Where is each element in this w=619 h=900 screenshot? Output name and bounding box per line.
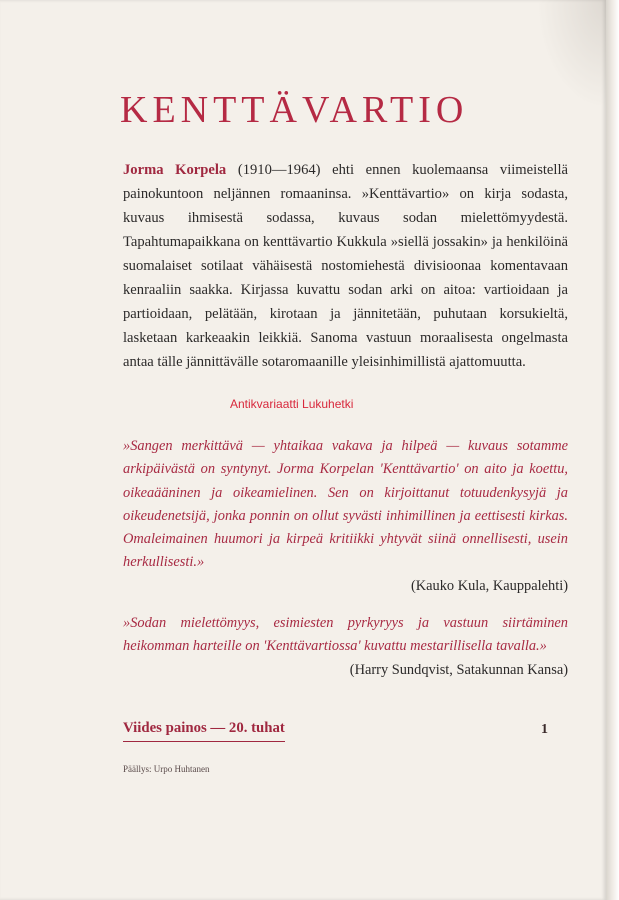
book-title: KENTTÄVARTIO [120, 89, 469, 131]
blurb-text: (1910—1964) ehti ennen kuolemaansa viimeistellä painokuntoon neljännen romaaninsa. »Kenttävartio» on kirja sodasta, kuvaus ihmisestä sodassa, kuvaus sodan mielettömyydestä. Tapahtumapaikkana on kenttävartio Kukkula »siellä jossakin» ja henkilöinä suomalaiset sotilaat vähäisestä nostomiehestä divisioonaa komentavaan kenraaliin saakka. Kirjassa kuvattu sodan arki on aitoa: vartioidaan ja partioidaan, pelätään, kirotaan ja jännitetään, puhutaan korsukieltä, lasketaan karkeaakin leikkiä. Sanoma vastuun moraalisesta ongelmasta antaa tälle jännittävälle sotaromaanille yleisinhimillistä ajattomuutta. [123, 162, 568, 370]
edition-info: Viides painos — 20. tuhat [123, 720, 285, 742]
page-number: 1 [541, 722, 548, 737]
review-quote-2 [123, 612, 568, 678]
book-blurb [123, 158, 568, 374]
review-quote-text: »Sangen merkittävä — yhtaikaa vakava ja hilpeä — kuvaus sotamme arkipäivästä on syntynyt. Jorma Korpelan 'Kenttävartio' on aito ja koettu, oikeaääninen ja oikeamielinen. Sen on kirjoittanut totuudenkysyjä ja oikeudenetsijä, jonka ponnin on ollut syvästi inhimillinen ja eettisesti kirkas. Omaleimainen huumori ja kirpeä kritiikki yhtyvät siinä onnellisesti, usein herkullisesti.» [123, 438, 568, 571]
cover-edge [606, 0, 619, 900]
review-quote-1 [123, 435, 568, 598]
cover-credit: Päällys: Urpo Huhtanen [123, 764, 210, 774]
review-quote-source: (Kauko Kula, Kauppalehti) [410, 577, 568, 594]
author-name: Jorma Korpela [123, 162, 227, 178]
review-quote-text: »Sodan mielettömyys, esimiesten pyrkyryys ja vastuun siirtäminen heikomman harteille on 'Kenttävartiossa' kuvattu mestarillisella tavalla.» [123, 615, 568, 655]
review-quote-source: (Harry Sundqvist, Satakunnan Kansa) [349, 661, 568, 678]
bookstore-watermark-link[interactable]: Antikvariaatti Lukuhetki [230, 397, 354, 411]
